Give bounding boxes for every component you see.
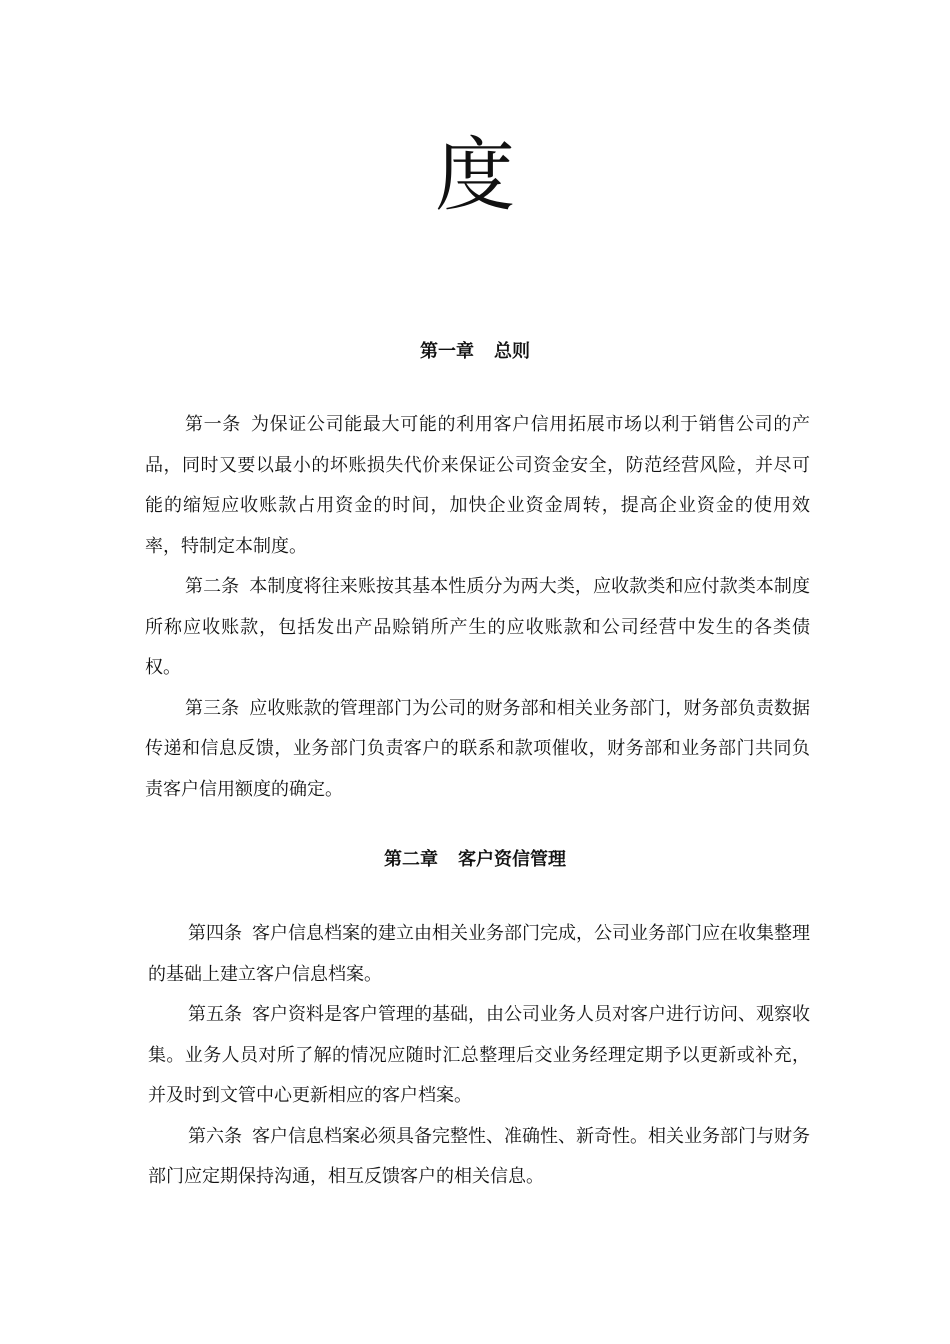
chapter-1-body bbox=[145, 405, 810, 810]
article-text: 客户信息档案的建立由相关业务部门完成，公司业务部门应在收集整理的基础上建立客户信息档案。 bbox=[148, 923, 810, 985]
article-text: 为保证公司能最大可能的利用客户信用拓展市场以利于销售公司的产品，同时又要以最小的坏账损失代价来保证公司资金安全，防范经营风险，并尽可能的缩短应收账款占用资金的时间，加快企业资金周转，提高企业资金的使用效率，特制定本制度。 bbox=[145, 414, 810, 557]
article-2 bbox=[145, 567, 810, 689]
chapter-heading-2 bbox=[0, 848, 950, 872]
article-number: 第六条 bbox=[188, 1125, 242, 1147]
article-text: 本制度将往来账按其基本性质分为两大类，应收款类和应付款类本制度所称应收账款，包括发出产品赊销所产生的应收账款和公司经营中发生的各类债权。 bbox=[145, 576, 811, 678]
article-text: 客户信息档案必须具备完整性、准确性、新奇性。相关业务部门与财务部门应定期保持沟通，相互反馈客户的相关信息。 bbox=[148, 1125, 810, 1187]
chapter-2-body bbox=[148, 914, 810, 1198]
article-number: 第四条 bbox=[188, 923, 242, 944]
chapter-name: 客户资信管理 bbox=[458, 849, 566, 870]
article-text: 应收账款的管理部门为公司的财务部和相关业务部门，财务部负责数据传递和信息反馈，业务部门负责客户的联系和款项催收，财务部和业务部门共同负责客户信用额度的确定。 bbox=[145, 697, 811, 800]
chapter-name: 总则 bbox=[494, 341, 530, 362]
page-title: 度 bbox=[435, 129, 515, 222]
article-6 bbox=[148, 1117, 810, 1198]
article-text: 客户资料是客户管理的基础，由公司业务人员对客户进行访问、观察收集。业务人员对所了解的情况应随时汇总整理后交业务经理定期予以更新或补充，并及时到文管中心更新相应的客户档案。 bbox=[148, 1004, 810, 1106]
chapter-number: 第二章 bbox=[384, 849, 438, 870]
article-number: 第三条 bbox=[185, 697, 240, 719]
chapter-heading-1 bbox=[0, 340, 950, 364]
article-5 bbox=[148, 995, 810, 1117]
article-1 bbox=[145, 405, 810, 567]
article-3 bbox=[145, 689, 810, 811]
article-number: 第五条 bbox=[188, 1004, 242, 1025]
article-number: 第一条 bbox=[185, 414, 241, 435]
article-number: 第二条 bbox=[185, 576, 240, 597]
article-4 bbox=[148, 914, 810, 995]
chapter-number: 第一章 bbox=[420, 341, 474, 362]
